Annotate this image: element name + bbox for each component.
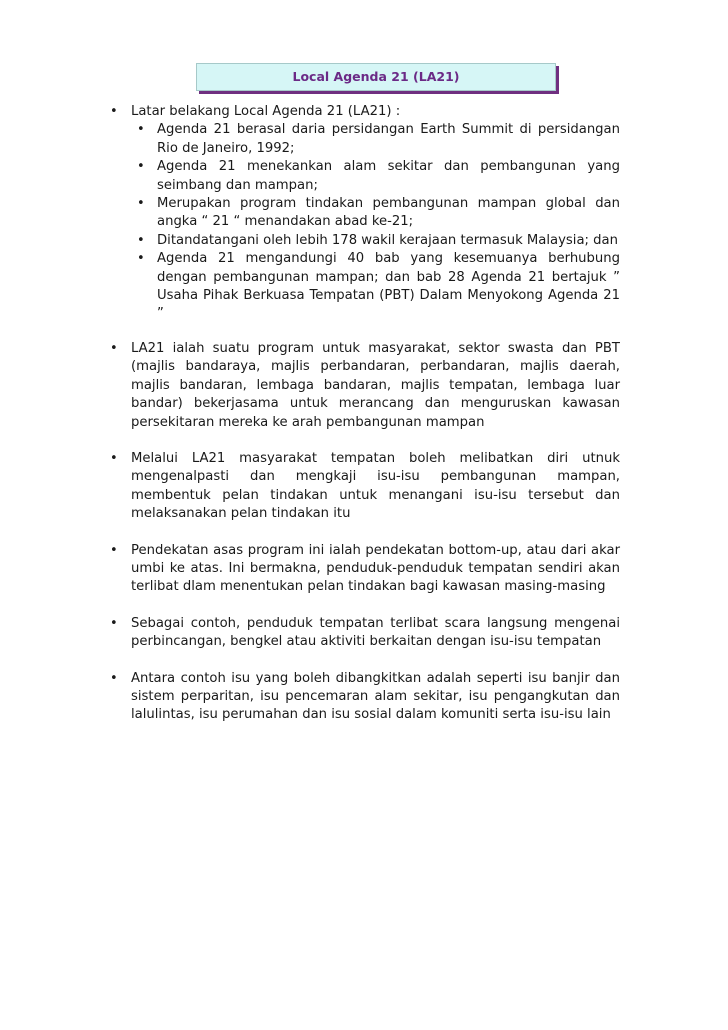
sub-list-item <box>131 121 620 158</box>
list-item <box>110 103 620 324</box>
list-item-text: Latar belakang Local Agenda 21 (LA21) : <box>131 104 401 119</box>
list-item <box>110 542 620 597</box>
list-item-text: Pendekatan asas program ini ialah pendekatan bottom-up, atau dari akar umbi ke atas. Ini bermakna, penduduk-penduduk tempatan sendiri akan terlibat dlam menentukan pelan tindakan bagi kawasan masing-masing <box>131 542 620 595</box>
sub-list-item-text: Agenda 21 mengandungi 40 bab yang kesemuanya berhubung dengan pembangunan mampan; dan bab 28 Agenda 21 bertajuk ” Usaha Pihak Berkuasa Tempatan (PBT) Dalam Menyokong Agenda 21 ” <box>157 251 620 322</box>
list-item <box>110 340 620 432</box>
bullet-icon: • <box>110 104 118 119</box>
bullet-icon: • <box>110 340 118 356</box>
list-item <box>110 615 620 652</box>
sub-list-item <box>131 195 620 232</box>
sub-list-item-text: Agenda 21 berasal daria persidangan Earth Summit di persidangan Rio de Janeiro, 1992; <box>157 122 620 156</box>
list-item <box>110 450 620 524</box>
document-title: Local Agenda 21 (LA21) <box>196 63 556 91</box>
list-item-text: LA21 ialah suatu program untuk masyarakat, sektor swasta dan PBT (majlis bandaraya, majlis perbandaran, perbandaran, majlis daerah, majlis bandaran, lembaga bandaran, majlis tempatan, lembaga luar bandar) bekerjasama untuk merancang dan menguruskan kawasan persekitaran mereka ke arah pembangunan mampan <box>131 340 620 430</box>
bullet-icon: • <box>110 615 118 631</box>
list-item <box>110 670 620 725</box>
bullet-icon: • <box>137 196 145 212</box>
sub-list-item <box>131 232 620 250</box>
sub-list-item-text: Ditandatangani oleh lebih 178 wakil kerajaan termasuk Malaysia; dan <box>157 232 618 248</box>
bullet-list <box>110 103 620 725</box>
bullet-icon: • <box>137 251 145 267</box>
sub-list-item-text: Merupakan program tindakan pembangunan mampan global dan angka “ 21 “ menandakan abad ke-21; <box>157 196 620 230</box>
document-body <box>110 103 620 743</box>
sub-bullet-list <box>131 121 620 323</box>
list-item-text: Sebagai contoh, penduduk tempatan terlibat scara langsung mengenai perbincangan, bengkel atau aktiviti berkaitan dengan isu-isu tempatan <box>131 615 620 650</box>
bullet-icon: • <box>137 232 145 248</box>
bullet-icon: • <box>137 159 145 175</box>
sub-list-item <box>131 250 620 324</box>
bullet-icon: • <box>137 122 145 138</box>
sub-list-item <box>131 158 620 195</box>
list-item-text: Antara contoh isu yang boleh dibangkitkan adalah seperti isu banjir dan sistem perparitan, isu pencemaran alam sekitar, isu pengangkutan dan lalulintas, isu perumahan dan isu sosial dalam komuniti serta isu-isu lain <box>131 670 620 723</box>
bullet-icon: • <box>110 670 118 686</box>
bullet-icon: • <box>110 542 118 558</box>
list-item-text: Melalui LA21 masyarakat tempatan boleh melibatkan diri utnuk mengenalpasti dan mengkaji isu-isu pembangunan mampan, membentuk pelan tindakan untuk menangani isu-isu tersebut dan melaksanakan pelan tindakan itu <box>131 450 620 522</box>
bullet-icon: • <box>110 450 118 466</box>
sub-list-item-text: Agenda 21 menekankan alam sekitar dan pembangunan yang seimbang dan mampan; <box>157 159 620 193</box>
